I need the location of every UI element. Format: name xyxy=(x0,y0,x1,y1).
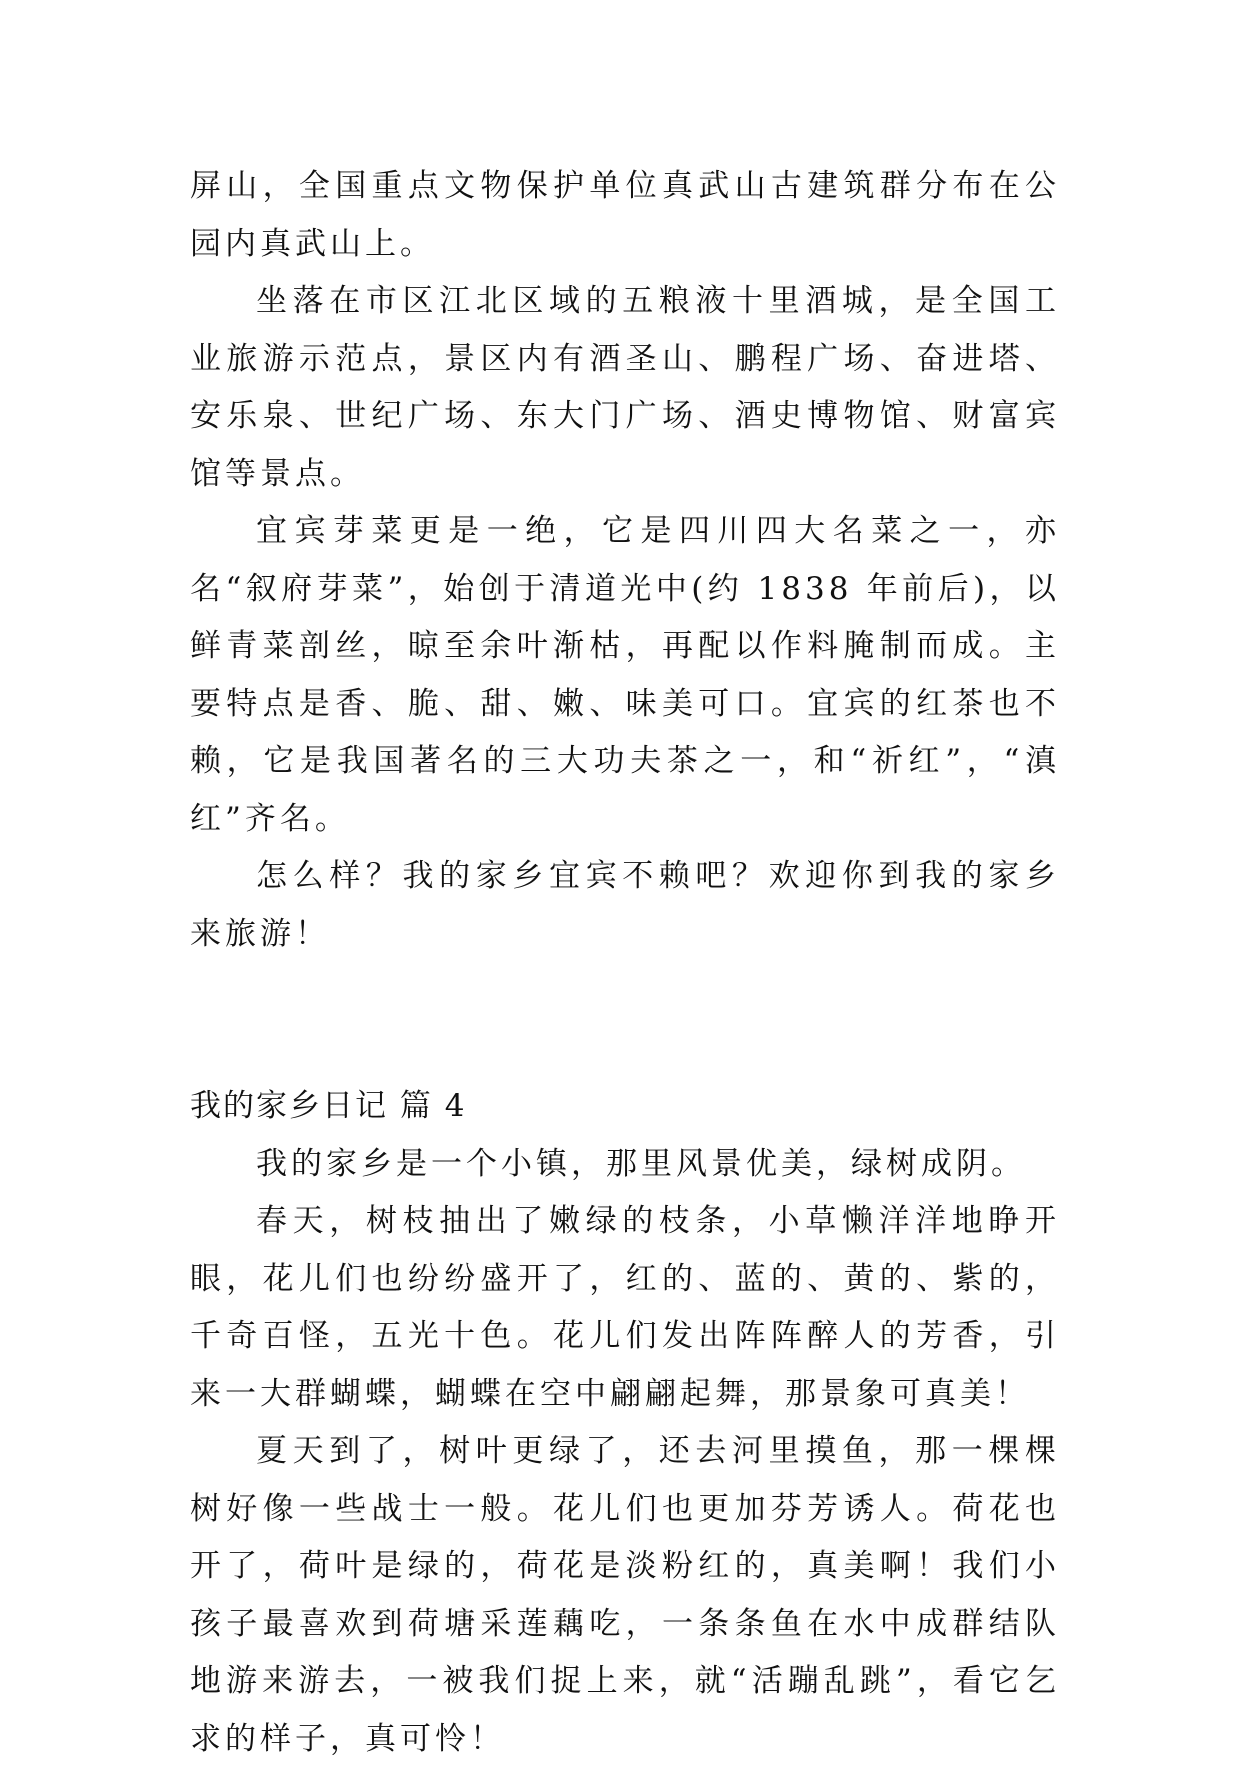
document-body xyxy=(190,158,1060,1768)
paragraph: 怎么样？我的家乡宜宾不赖吧？欢迎你到我的家乡来旅游！ xyxy=(190,858,1060,952)
paragraph: 我的家乡是一个小镇，那里风景优美，绿树成阴。 xyxy=(256,1145,1026,1182)
paragraph: 屏山，全国重点文物保护单位真武山古建筑群分布在公园内真武山上。 xyxy=(190,168,1060,262)
paragraph: 春天，树枝抽出了嫩绿的枝条，小草懒洋洋地睁开眼，花儿们也纷纷盛开了，红的、蓝的、黄的、紫的，千奇百怪，五光十色。花儿们发出阵阵醉人的芳香，引来一大群蝴蝶，蝴蝶在空中翩翩起舞，那景象可真美！ xyxy=(190,1203,1060,1412)
section-spacer xyxy=(190,963,1060,1078)
paragraph: 宜宾芽菜更是一绝，它是四川四大名菜之一，亦名“叙府芽菜”，始创于清道光中(约 1838 年前后)，以鲜青菜剖丝，晾至余叶渐枯，再配以作料腌制而成。主要特点是香、脆、甜、嫩、味美可口。宜宾的红茶也不赖，它是我国著名的三大功夫茶之一，和“祈红”，“滇红”齐名。 xyxy=(190,513,1060,837)
paragraph: 坐落在市区江北区域的五粮液十里酒城，是全国工业旅游示范点，景区内有酒圣山、鹏程广场、奋进塔、安乐泉、世纪广场、东大门广场、酒史博物馆、财富宾馆等景点。 xyxy=(190,283,1060,492)
section-heading: 我的家乡日记 篇 4 xyxy=(190,1088,467,1124)
paragraph: 夏天到了，树叶更绿了，还去河里摸鱼，那一棵棵树好像一些战士一般。花儿们也更加芬芳诱人。荷花也开了，荷叶是绿的，荷花是淡粉红的，真美啊！我们小孩子最喜欢到荷塘采莲藕吃，一条条鱼在水中成群结队地游来游去，一被我们捉上来，就“活蹦乱跳”，看它乞求的样子，真可怜！ xyxy=(190,1433,1060,1757)
